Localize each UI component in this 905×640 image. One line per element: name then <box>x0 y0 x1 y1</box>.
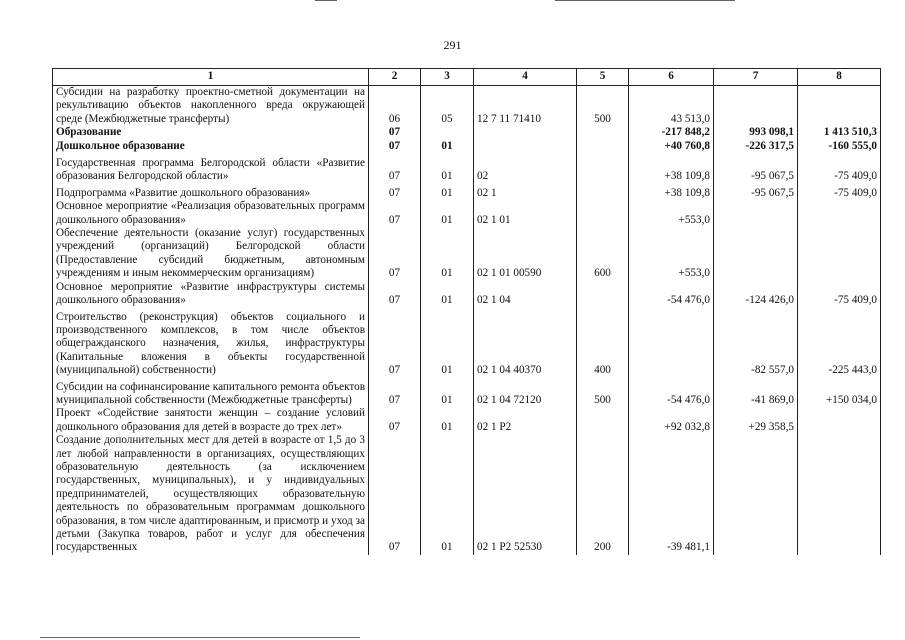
row-amount-col6-cell: 43 513,0 <box>629 86 714 127</box>
row-amount-col7-cell: -95 067,5 <box>714 153 798 184</box>
row-amount-col7-cell: +29 358,5 <box>714 407 798 434</box>
row-name-cell: Основное мероприятие «Реализация образовательных программ дошкольного образования» <box>53 200 369 227</box>
row-name-cell: Субсидии на разработку проектно-сметной документации на рекультивацию объектов накопленного вреда окружающей среде (Межбюджетные трансферты) <box>53 86 369 127</box>
table-row <box>53 184 881 200</box>
row-subsection-cell: 01 <box>421 184 474 200</box>
row-section-cell: 07 <box>369 308 421 378</box>
row-expense-type-cell: 200 <box>577 434 629 555</box>
row-amount-col8-cell <box>798 200 881 227</box>
row-amount-col7-cell <box>714 200 798 227</box>
column-header: 4 <box>474 69 577 86</box>
row-section-cell: 07 <box>369 200 421 227</box>
table-row <box>53 434 881 555</box>
row-target-article-cell: 02 1 04 72120 <box>474 378 577 408</box>
table-row <box>53 140 881 153</box>
row-target-article-cell: 02 1 P2 <box>474 407 577 434</box>
row-amount-col6-cell <box>629 308 714 378</box>
row-target-article-cell <box>474 140 577 153</box>
row-section-cell: 07 <box>369 184 421 200</box>
row-amount-col6-cell: +92 032,8 <box>629 407 714 434</box>
row-expense-type-cell <box>577 281 629 308</box>
row-amount-col7-cell <box>714 86 798 127</box>
row-amount-col6-cell: -54 476,0 <box>629 281 714 308</box>
row-target-article-cell: 02 1 <box>474 184 577 200</box>
row-amount-col6-cell: +38 109,8 <box>629 184 714 200</box>
scan-artifact-top-left <box>315 0 337 1</box>
row-subsection-cell: 01 <box>421 378 474 408</box>
row-name-cell: Строительство (реконструкция) объектов социального и производственного комплексов, в том числе объектов общегражданского назначения, жилья, инфраструктуры (Капитальные вложения в объекты государственной (муниципальной) собственности) <box>53 308 369 378</box>
row-subsection-cell: 01 <box>421 434 474 555</box>
scan-artifact-top-right <box>555 0 735 1</box>
row-amount-col7-cell: -82 557,0 <box>714 308 798 378</box>
column-header: 2 <box>369 69 421 86</box>
row-target-article-cell: 02 1 P2 52530 <box>474 434 577 555</box>
row-amount-col8-cell <box>798 407 881 434</box>
table-row <box>53 227 881 281</box>
row-amount-col7-cell: 993 098,1 <box>714 126 798 139</box>
row-section-cell: 07 <box>369 407 421 434</box>
row-name-cell: Обеспечение деятельности (оказание услуг) государственных учреждений (организаций) Белгородской области (Предоставление субсидий бюджетным, автономным учреждениям и иным некоммерческим организациям) <box>53 227 369 281</box>
row-amount-col7-cell <box>714 227 798 281</box>
table-row <box>53 407 881 434</box>
column-header: 3 <box>421 69 474 86</box>
row-subsection-cell: 01 <box>421 227 474 281</box>
page-number: 291 <box>443 38 462 52</box>
row-amount-col6-cell: -217 848,2 <box>629 126 714 139</box>
row-amount-col8-cell: -75 409,0 <box>798 281 881 308</box>
row-amount-col6-cell: +553,0 <box>629 200 714 227</box>
row-expense-type-cell: 500 <box>577 378 629 408</box>
row-subsection-cell: 01 <box>421 200 474 227</box>
row-amount-col8-cell: 1 413 510,3 <box>798 126 881 139</box>
column-header: 6 <box>629 69 714 86</box>
row-expense-type-cell <box>577 153 629 184</box>
column-header: 7 <box>714 69 798 86</box>
scan-artifact-bottom <box>40 637 360 638</box>
row-expense-type-cell <box>577 126 629 139</box>
row-name-cell: Подпрограмма «Развитие дошкольного образования» <box>53 184 369 200</box>
table-row <box>53 378 881 408</box>
row-target-article-cell: 02 <box>474 153 577 184</box>
row-amount-col8-cell: +150 034,0 <box>798 378 881 408</box>
row-amount-col6-cell: -39 481,1 <box>629 434 714 555</box>
row-target-article-cell: 02 1 01 <box>474 200 577 227</box>
row-name-cell: Образование <box>53 126 369 139</box>
column-header: 1 <box>53 69 369 86</box>
row-section-cell: 06 <box>369 86 421 127</box>
column-header: 8 <box>798 69 881 86</box>
row-name-cell: Проект «Содействие занятости женщин – создание условий дошкольного образования для детей в возрасте до трех лет» <box>53 407 369 434</box>
row-amount-col6-cell: -54 476,0 <box>629 378 714 408</box>
row-name-cell: Субсидии на софинансирование капитального ремонта объектов муниципальной собственности (Межбюджетные трансферты) <box>53 378 369 408</box>
row-expense-type-cell <box>577 407 629 434</box>
row-amount-col8-cell <box>798 227 881 281</box>
table-row <box>53 200 881 227</box>
budget-table <box>52 68 881 555</box>
row-amount-col8-cell: -75 409,0 <box>798 184 881 200</box>
row-section-cell: 07 <box>369 153 421 184</box>
table-row <box>53 153 881 184</box>
row-expense-type-cell <box>577 140 629 153</box>
row-expense-type-cell: 600 <box>577 227 629 281</box>
row-expense-type-cell: 500 <box>577 86 629 127</box>
row-amount-col7-cell: -124 426,0 <box>714 281 798 308</box>
row-section-cell: 07 <box>369 140 421 153</box>
row-target-article-cell: 02 1 01 00590 <box>474 227 577 281</box>
table-row <box>53 281 881 308</box>
row-target-article-cell <box>474 126 577 139</box>
row-subsection-cell: 01 <box>421 153 474 184</box>
row-section-cell: 07 <box>369 227 421 281</box>
row-amount-col6-cell: +38 109,8 <box>629 153 714 184</box>
column-header: 5 <box>577 69 629 86</box>
table-row <box>53 86 881 127</box>
row-amount-col7-cell <box>714 434 798 555</box>
row-amount-col7-cell: -41 869,0 <box>714 378 798 408</box>
row-subsection-cell <box>421 126 474 139</box>
row-amount-col7-cell: -95 067,5 <box>714 184 798 200</box>
row-target-article-cell: 12 7 11 71410 <box>474 86 577 127</box>
row-amount-col8-cell: -75 409,0 <box>798 153 881 184</box>
row-amount-col8-cell: -225 443,0 <box>798 308 881 378</box>
row-subsection-cell: 01 <box>421 308 474 378</box>
row-target-article-cell: 02 1 04 40370 <box>474 308 577 378</box>
row-name-cell: Основное мероприятие «Развитие инфраструктуры системы дошкольного образования» <box>53 281 369 308</box>
table-row <box>53 308 881 378</box>
row-expense-type-cell <box>577 200 629 227</box>
row-amount-col6-cell: +553,0 <box>629 227 714 281</box>
row-expense-type-cell <box>577 184 629 200</box>
row-subsection-cell: 01 <box>421 281 474 308</box>
table-header-row <box>53 69 881 86</box>
row-section-cell: 07 <box>369 281 421 308</box>
row-section-cell: 07 <box>369 126 421 139</box>
row-target-article-cell: 02 1 04 <box>474 281 577 308</box>
row-amount-col6-cell: +40 760,8 <box>629 140 714 153</box>
row-name-cell: Государственная программа Белгородской области «Развитие образования Белгородской области» <box>53 153 369 184</box>
row-amount-col8-cell: -160 555,0 <box>798 140 881 153</box>
row-amount-col8-cell <box>798 434 881 555</box>
row-subsection-cell: 01 <box>421 140 474 153</box>
row-amount-col8-cell <box>798 86 881 127</box>
row-subsection-cell: 01 <box>421 407 474 434</box>
row-subsection-cell: 05 <box>421 86 474 127</box>
table-row <box>53 126 881 139</box>
row-name-cell: Создание дополнительных мест для детей в возрасте от 1,5 до 3 лет любой направленности в организациях, осуществляющих образовательную деятельность (за исключением государственных, муниципальных), и у индивидуальных предпринимателей, осуществляющих образовательную деятельность по образовательным программам дошкольного образования, в том числе адаптированным, и присмотр и уход за детьми (Закупка товаров, работ и услуг для обеспечения государственных <box>53 434 369 555</box>
row-section-cell: 07 <box>369 378 421 408</box>
row-section-cell: 07 <box>369 434 421 555</box>
row-name-cell: Дошкольное образование <box>53 140 369 153</box>
row-amount-col7-cell: -226 317,5 <box>714 140 798 153</box>
row-expense-type-cell: 400 <box>577 308 629 378</box>
